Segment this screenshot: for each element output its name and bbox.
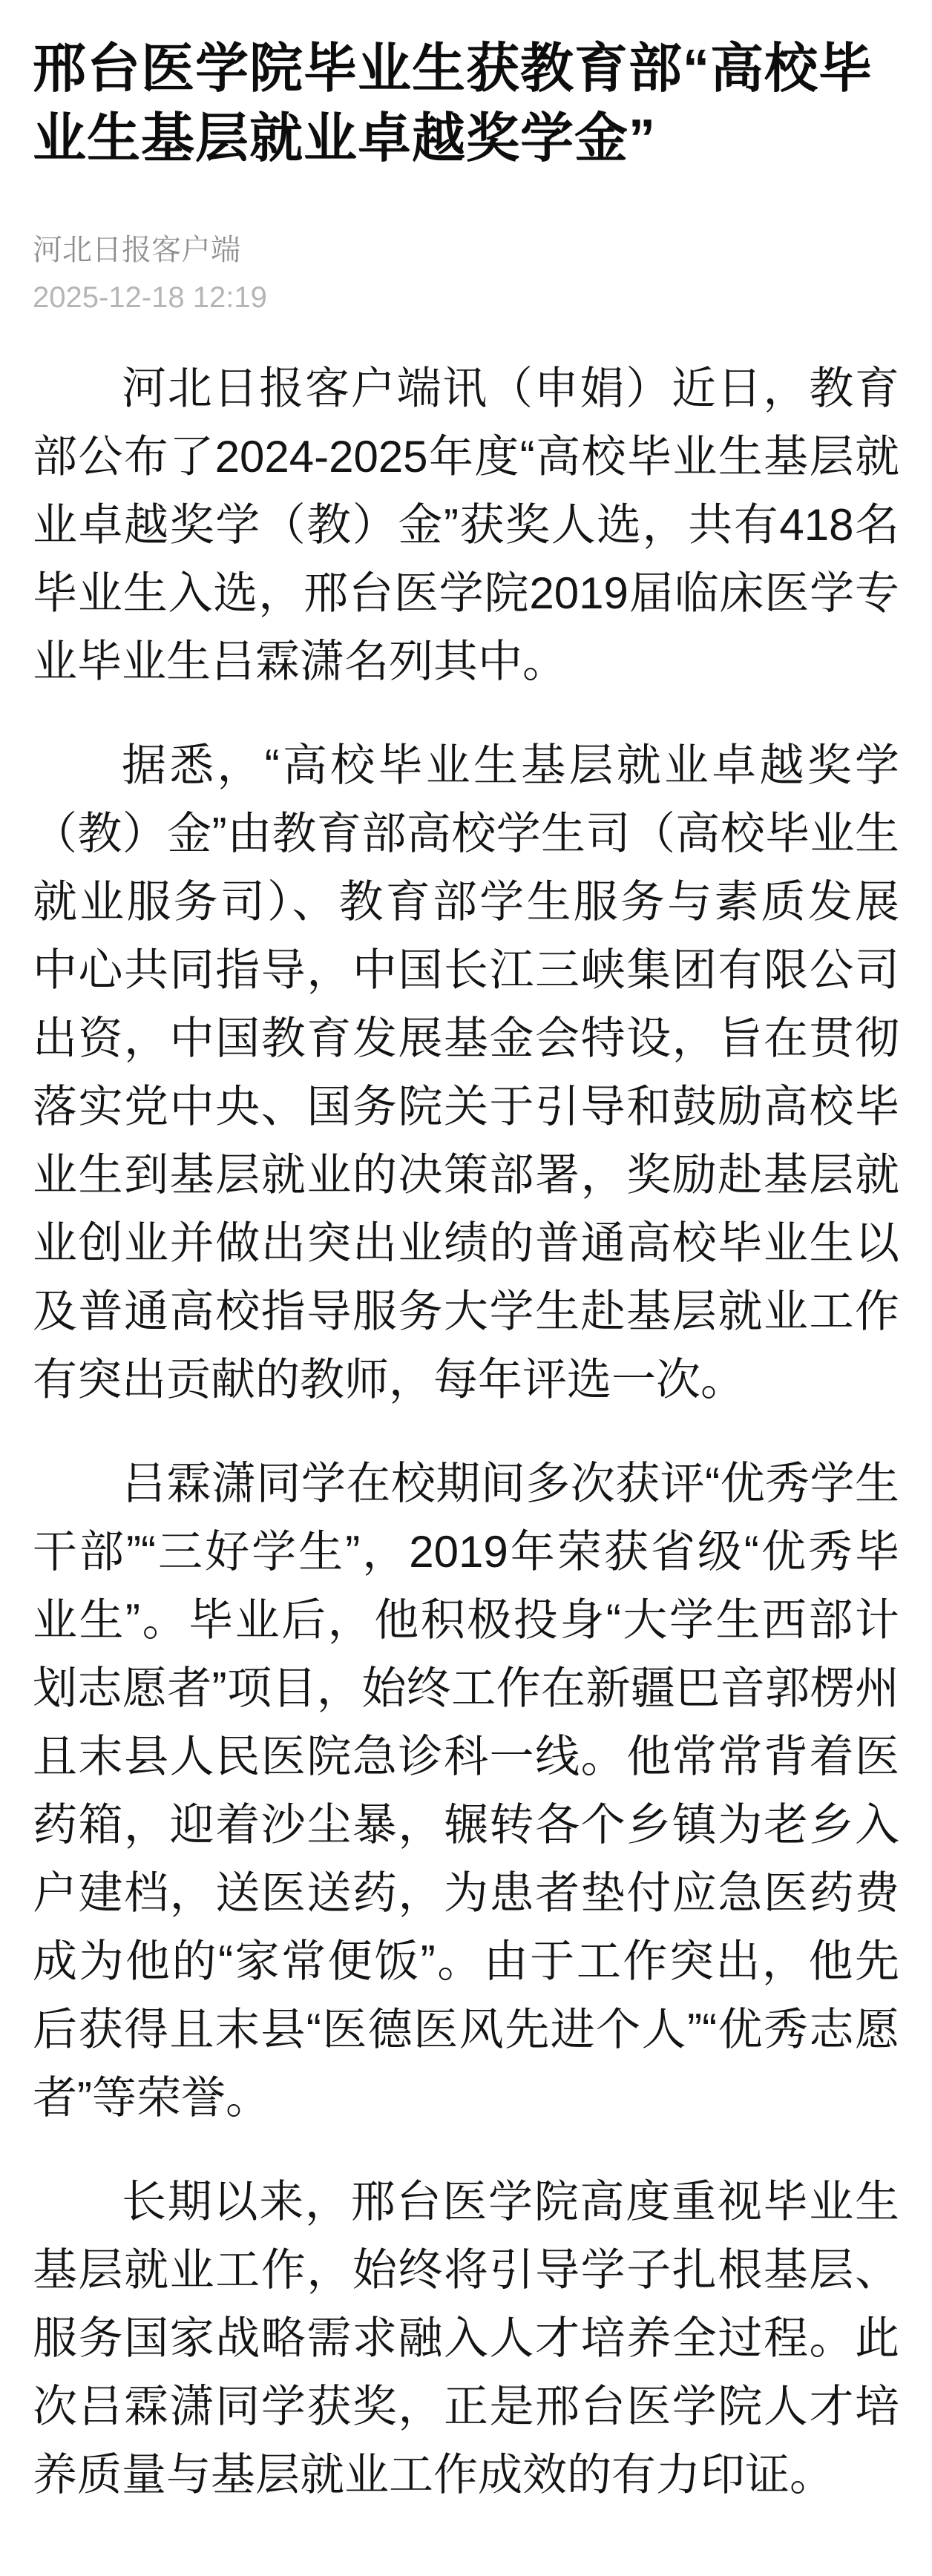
article-paragraph-4: 长期以来，邢台医学院高度重视毕业生基层就业工作，始终将引导学子扎根基层、服务国家战略需求融入人才培养全过程。此次吕霖潇同学获奖，正是邢台医学院人才培养质量与基层就业工作成效的有力印证。 — [33, 2177, 899, 2500]
article-paragraph-2: 据悉，“高校毕业生基层就业卓越奖学（教）金”由教育部高校学生司（高校毕业生就业服务司）、教育部学生服务与素质发展中心共同指导，中国长江三峡集团有限公司出资，中国教育发展基金会特设，旨在贯彻落实党中央、国务院关于引导和鼓励高校毕业生到基层就业的决策部署，奖励赴基层就业创业并做出突出业绩的普通高校毕业生以及普通高校指导服务大学生赴基层就业工作有突出贡献的教师，每年评选一次。 — [33, 740, 899, 1404]
article-datetime: 2025-12-18 12:19 — [33, 281, 267, 314]
article-paragraph-1: 河北日报客户端讯（申娟）近日，教育部公布了2024-2025年度“高校毕业生基层就业卓越奖学（教）金”获奖人选，共有418名毕业生入选，邢台医学院2019届临床医学专业毕业生吕霖潇名列其中。 — [33, 364, 899, 686]
article-meta — [33, 233, 899, 315]
article-title: 邢台医学院毕业生获教育部“高校毕业生基层就业卓越奖学金” — [33, 39, 873, 168]
article-source: 河北日报客户端 — [33, 234, 240, 266]
article-paragraph-3: 吕霖潇同学在校期间多次获评“优秀学生干部”“三好学生”，2019年荣获省级“优秀毕业生”。毕业后，他积极投身“大学生西部计划志愿者”项目，始终工作在新疆巴音郭楞州且末县人民医院急诊科一线。他常常背着医药箱，迎着沙尘暴，辗转各个乡镇为老乡入户建档，送医送药，为患者垫付应急医药费成为他的“家常便饭”。由于工作突出，他先后获得且末县“医德医风先进个人”“优秀志愿者”等荣誉。 — [33, 1459, 899, 2123]
article-body — [33, 355, 899, 2509]
